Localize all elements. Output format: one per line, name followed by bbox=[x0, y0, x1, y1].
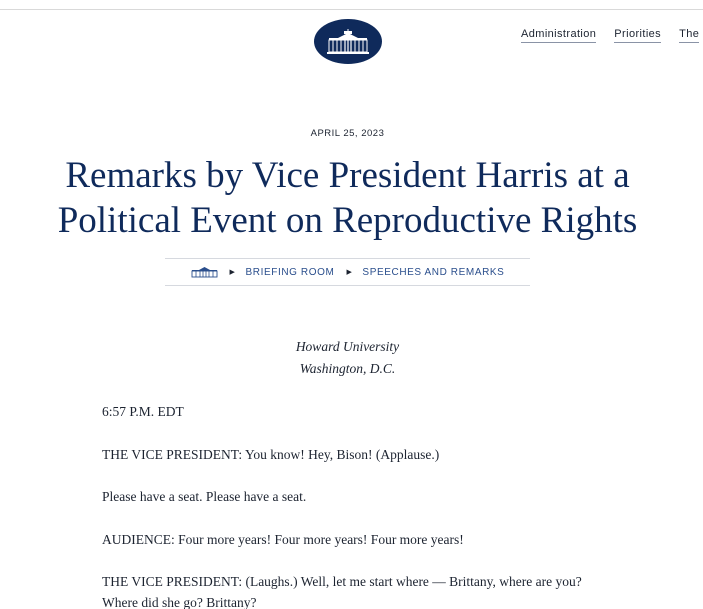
chevron-right-icon: ▶ bbox=[229, 269, 236, 276]
white-house-icon bbox=[191, 266, 218, 278]
nav-item-priorities[interactable]: Priorities bbox=[614, 27, 661, 43]
article-body bbox=[102, 401, 582, 609]
breadcrumb-home[interactable] bbox=[191, 266, 218, 278]
article-paragraph: THE VICE PRESIDENT: You know! Hey, Bison! (Applause.) bbox=[102, 446, 440, 462]
main-nav bbox=[521, 27, 703, 43]
location-city: Washington, D.C. bbox=[299, 361, 396, 376]
nav-item-administration[interactable]: Administration bbox=[521, 27, 596, 43]
location-venue: Howard University bbox=[295, 339, 400, 354]
page-title bbox=[0, 153, 695, 243]
article-paragraph: THE VICE PRESIDENT: (Laughs.) Well, let me start where — Brittany, where are you? Where did she go? Brittany? bbox=[102, 574, 582, 609]
title-line-1: Remarks by Vice President Harris at a bbox=[65, 155, 630, 196]
article-paragraph: Please have a seat. Please have a seat. bbox=[102, 489, 307, 504]
article-date: APRIL 25, 2023 bbox=[310, 128, 385, 139]
article-paragraph: AUDIENCE: Four more years! Four more years! Four more years! bbox=[102, 531, 464, 547]
article-paragraph: 6:57 P.M. EDT bbox=[102, 404, 184, 419]
nav-item-the-record[interactable]: The bbox=[679, 27, 699, 43]
chevron-right-icon: ▶ bbox=[346, 269, 353, 276]
event-location bbox=[0, 336, 695, 380]
breadcrumb bbox=[165, 258, 530, 286]
white-house-logo[interactable] bbox=[314, 19, 382, 64]
breadcrumb-briefing-room[interactable]: BRIEFING ROOM bbox=[245, 266, 335, 278]
white-house-icon bbox=[326, 28, 370, 56]
title-line-2: Political Event on Reproductive Rights bbox=[57, 200, 638, 241]
header-divider bbox=[0, 9, 703, 10]
breadcrumb-speeches-and-remarks[interactable]: SPEECHES AND REMARKS bbox=[362, 266, 505, 278]
